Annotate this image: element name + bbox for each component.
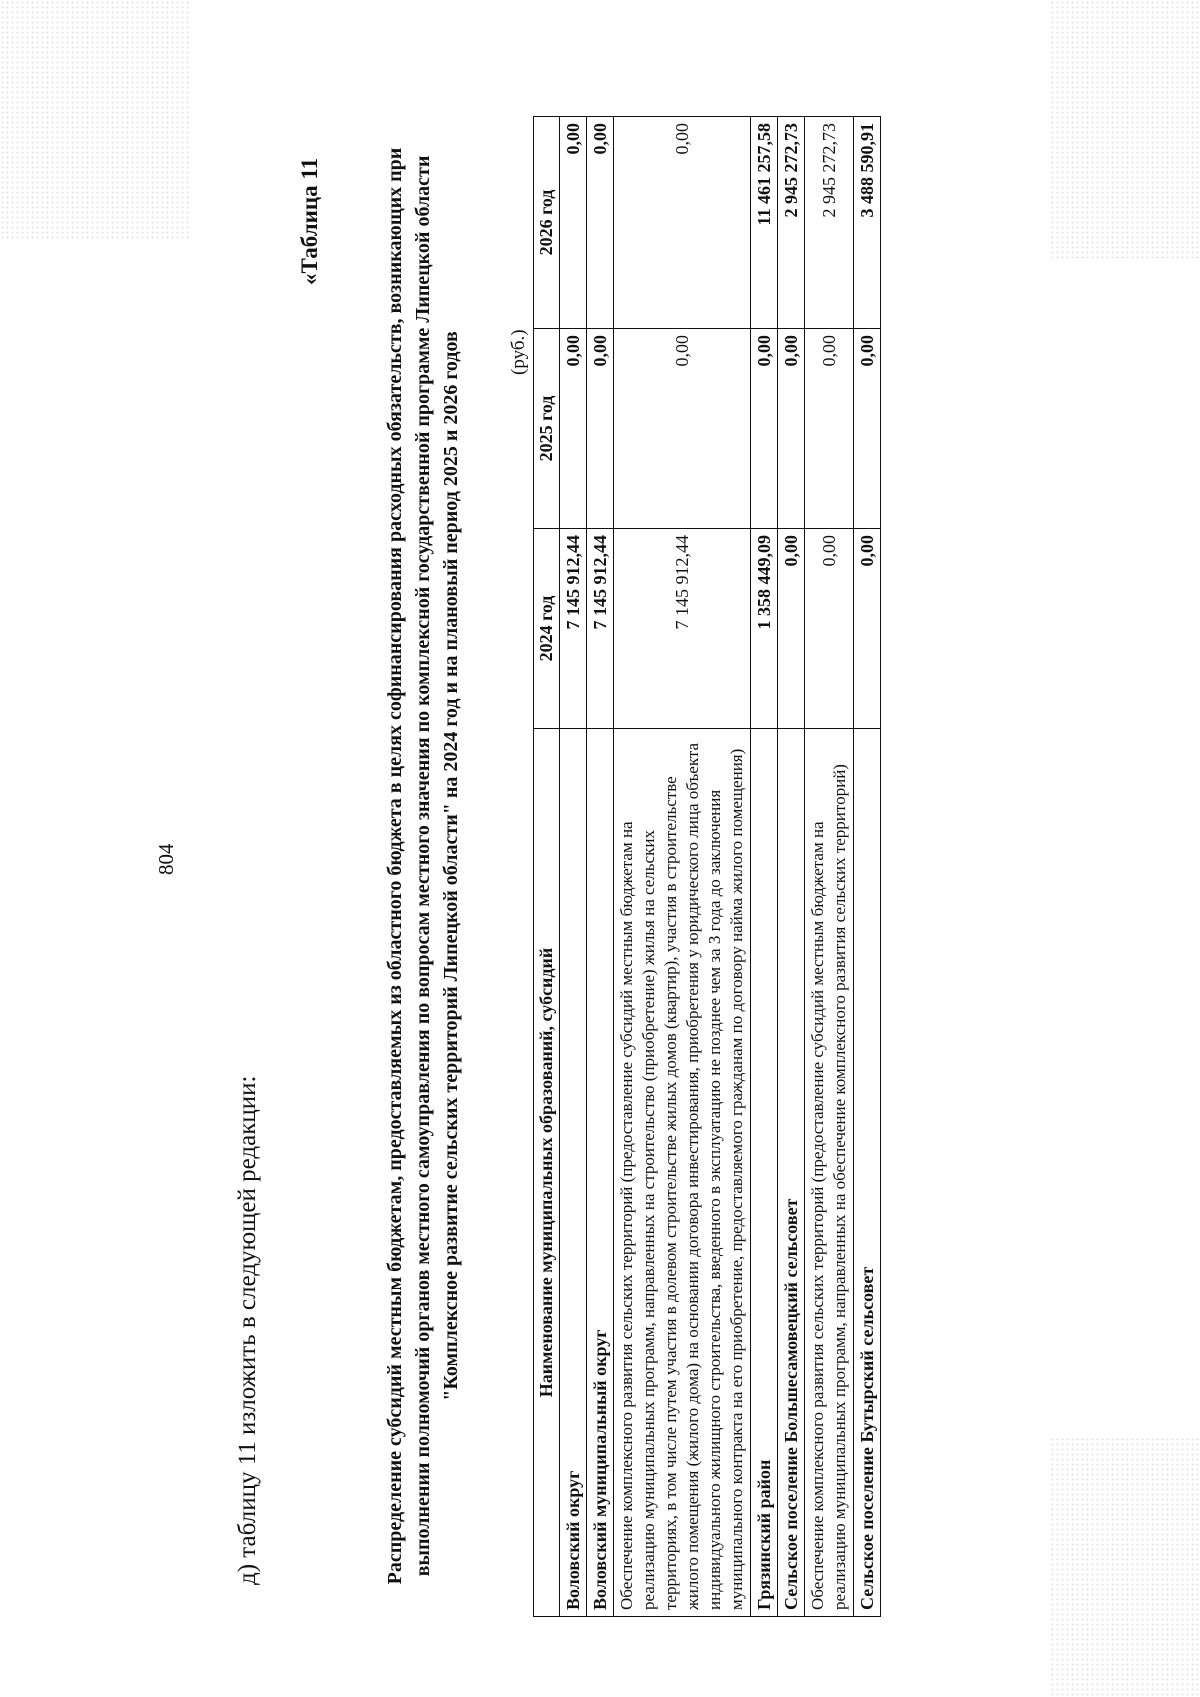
subsidy-table <box>533 116 881 1617</box>
value-2024: 7 145 912,44 <box>587 529 614 729</box>
units-label: (руб.) <box>508 329 529 375</box>
table-row <box>587 117 614 1617</box>
row-name: Обеспечение комплексного развития сельских территорий (предоставление субсидий местным бюджетам на реализацию муниципальных программ, направленных на строительство (приобретение) жилья на сельских территориях, в том числе путем участия в долевом строительстве жилых домов (квартир), участия в строительстве жилого помещения (жилого дома) на основании договора инвестирования, приобретения у юридического лица объекта индивидуального жилищного строительства, введенного в эксплуатацию не позднее чем за 3 года до заключения муниципального контракта на его приобретение, предоставляемого гражданам по договору найма жилого помещения) <box>614 729 751 1617</box>
value-2026: 11 461 257,58 <box>751 117 778 329</box>
value-2024: 0,00 <box>854 529 881 729</box>
table-row <box>805 117 854 1617</box>
header-name: Наименование муниципальных образований, субсидий <box>534 729 560 1617</box>
value-2025: 0,00 <box>560 329 587 529</box>
value-2026: 2 945 272,73 <box>778 117 805 329</box>
value-2024: 7 145 912,44 <box>560 529 587 729</box>
value-2024: 0,00 <box>805 529 854 729</box>
row-name: Сельское поселение Бутырский сельсовет <box>854 729 881 1617</box>
value-2026: 3 488 590,91 <box>854 117 881 329</box>
header-2026: 2026 год <box>534 117 560 329</box>
value-2024: 1 358 449,09 <box>751 529 778 729</box>
table-row <box>778 117 805 1617</box>
value-2024: 0,00 <box>778 529 805 729</box>
header-2025: 2025 год <box>534 329 560 529</box>
table-row <box>560 117 587 1617</box>
table-caption: Распределение субсидий местным бюджетам, предоставляемых из областного бюджета в целях софинансирования расходных обязательств, возникающих при выполнении полномочий органов местного самоуправления по вопросам местного значения по комплексной государственной программе Липецкой области "Комплексное развитие сельских территорий Липецкой области" на 2024 год и на плановый период 2025 и 2026 годов <box>384 147 462 1585</box>
value-2025: 0,00 <box>587 329 614 529</box>
value-2026: 0,00 <box>614 117 751 329</box>
page-number: 804 <box>154 843 178 875</box>
row-name: Воловский муниципальный округ <box>587 729 614 1617</box>
value-2025: 0,00 <box>778 329 805 529</box>
value-2026: 0,00 <box>587 117 614 329</box>
value-2024: 7 145 912,44 <box>614 529 751 729</box>
value-2025: 0,00 <box>751 329 778 529</box>
value-2025: 0,00 <box>805 329 854 529</box>
table-row <box>614 117 751 1617</box>
intro-text: д) таблицу 11 изложить в следующей редакции: <box>234 1075 261 1585</box>
value-2025: 0,00 <box>854 329 881 529</box>
table-header-row <box>534 117 560 1617</box>
table-row <box>854 117 881 1617</box>
value-2025: 0,00 <box>614 329 751 529</box>
table-row <box>751 117 778 1617</box>
header-2024: 2024 год <box>534 529 560 729</box>
row-name: Воловский округ <box>560 729 587 1617</box>
value-2026: 0,00 <box>560 117 587 329</box>
row-name: Грязинский район <box>751 729 778 1617</box>
row-name: Обеспечение комплексного развития сельских территорий (предоставление субсидий местным бюджетам на реализацию муниципальных программ, направленных на обеспечение комплексного развития сельских территорий) <box>805 729 854 1617</box>
row-name: Сельское поселение Большесамовецкий сельсовет <box>778 729 805 1617</box>
document-page <box>82 75 1118 1635</box>
table-label: «Таблица 11 <box>297 157 322 285</box>
value-2026: 2 945 272,73 <box>805 117 854 329</box>
